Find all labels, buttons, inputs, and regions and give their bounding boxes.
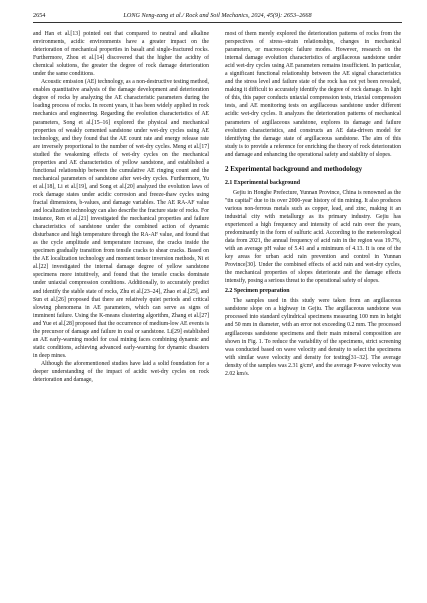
left-column <box>33 30 209 384</box>
paragraph: most of them merely explored the deterioration patterns of rocks from the perspectives of stress–strain relationships, changes in mechanical parameters, or macroscopic failure modes. However, research on the internal damage evolution characteristics of argillaceous sandstone under acid wet-dry cycles using AE parameters remains insufficient. In particular, a significant functional relationship between the AE signal characteristics and the stress level and failure state of the rock has not yet been revealed, making it difficult to accurately identify the degree of rock damage. In light of this, this paper conducts uniaxial compression tests, triaxial compression tests, and AE monitoring tests on argillaceous sandstone under different acidic wet-dry cycles. It analyzes the deterioration patterns of mechanical parameters of argillaceous sandstone, explores its damage and failure evolution characteristics, and constructs an AE data-driven model for identifying the damage state of argillaceous sandstone. The aim of this study is to provide a reference for enriching the theory of rock deterioration and damage and enhancing the operational safety and stability of slopes. <box>225 31 401 158</box>
section-heading: 2 Experimental background and methodology <box>225 164 363 173</box>
subsection-heading: 2.2 Specimen preparation <box>225 288 290 295</box>
paragraph: Gejiu in Honghe Prefecture, Yunnan Province, China is renowned as the "tin capital" due to its over 2000-year history of tin mining. It also produces various non-ferrous metals such as copper, lead, and zinc, making it an industrial city with metallurgy as its primary industry. Gejiu has experienced a high frequency and intensity of acid rain over the years, predominantly in the form of sulfuric acid. According to the meteorological data from 2021, the annual frequency of acid rain in the region was 19.7%, with an average pH value of 5.41 and a minimum of 4.13. It is one of the key areas for urban acid rain prevention and control in Yunnan Province[30]. Under the combined effects of acid rain and wet-dry cycles, the mechanical properties of slopes deteriorate and the damage effects intensify, posing a serious threat to the operational safety of slopes. <box>225 189 401 285</box>
right-column <box>225 30 401 378</box>
paragraph: and Han et al.[13] pointed out that compared to neutral and alkaline environments, acidic environments have a greater impact on the deterioration of mechanical properties in basalt and single-fractured rocks. Furthermore, Zhou et al.[14] discovered that the higher the acidity of chemical solutions, the greater the degree of rock damage deterioration under the same conditions. <box>33 31 209 78</box>
subsection-heading: 2.1 Experimental background <box>225 179 301 186</box>
journal-citation-line: LONG Neng-zang et al./ Rock and Soil Mechanics, 2024, 45(9): 2653–2668 <box>123 12 312 19</box>
page-number: 2654 <box>33 12 46 19</box>
paragraph: Acoustic emission (AE) technology, as a non-destructive testing method, enables quantitative analysis of the damage development and deterioration degree of rocks by analyzing the AE characteristic parameters during the loading process of rocks. In recent years, it has been widely applied in rock mechanics and engineering. Regarding the evolution characteristics of AE parameters, Song et al.[15–16] explored the physical and mechanical properties of weakly cemented sandstone under wet-dry cycles using AE technology, and they found that the AE count rate and energy release rate are inversely proportional to the number of wet-dry cycles. Meng et al.[17] studied the weakening effects of wet-dry cycles on the mechanical properties and AE characteristics of yellow sandstone, and established a functional relationship between the cumulative AE ringing count and the mechanical parameters of sandstone after wet-dry cycles. Furthermore, Yu et al.[18], Li et al.[19], and Song et al.[20] analyzed the evolution laws of rock damage states under acidic corrosion and freeze-thaw cycles using fractal dimensions, b-values, and damage variables. The AE RA-AF value and localization technology can also describe the fracture state of rocks. For instance, Ren et al.[21] investigated the mechanical properties and failure characteristics of sandstone under the combined action of dynamic disturbance and high temperature through the RA-AF value, and found that as the cycle amplitude and temperature increase, the cracks inside the specimen gradually transition from tensile cracks to shear cracks. Based on the AE localization technology and moment tensor inversion methods, Ni et al.[22] investigated the internal damage degree of yellow sandstone specimens more intuitively, and found that the tensile cracks dominate under uniaxial compression conditions. Additionally, to accurately predict and identify the stable state of rocks, Zhu et al.[23–24], Zhao et al.[25], and Sun et al.[26] proposed that there are relatively quiet periods and critical slowing phenomena in AE parameters, which can serve as signs of imminent failure. Using the K-means clustering algorithm, Zhang et al.[27] and Yue et al.[28] proposed that the occurrence of medium-low AE events is the precursor of damage and failure in coal or sandstone. Li[29] established an AE early-warning model for coal mining faces combining dynamic and static conditions, achieving advanced early-warning for dynamic disasters in deep mines. <box>33 79 209 359</box>
running-header <box>33 10 402 23</box>
paragraph: The samples used in this study were taken from an argillaceous sandstone slope on a highway in Gejiu. The argillaceous sandstone was processed into standard cylindrical specimens measuring 100 mm in height and 50 mm in diameter, with an error not exceeding 0.2 mm. The processed argillaceous sandstone specimens and their main mineral composition are shown in Fig. 1. To reduce the variability of the specimens, strict screening was conducted based on wave velocity and density to select the specimens with similar wave velocity and density for testing[31–32]. The average density of the samples was 2.31 g/cm³, and the average P-wave velocity was 2.02 km/s. <box>225 298 401 377</box>
paragraph: Although the aforementioned studies have laid a solid foundation for a deeper understanding of the impact of acidic wet-dry cycles on rock deterioration and damage, <box>33 360 209 384</box>
